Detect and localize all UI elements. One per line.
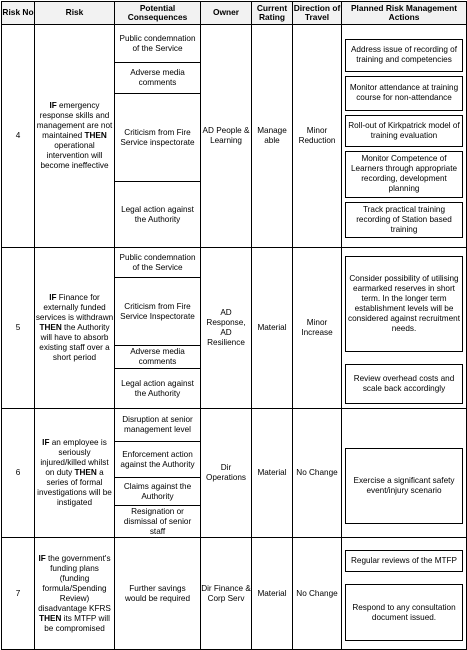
risk-description [35,409,115,538]
consequence-item: Further savings would be required [124,583,191,603]
actions-cell [342,538,467,650]
consequences-cell [115,25,201,248]
action-item: Respond to any consultation document issued. [345,584,463,641]
direction-of-travel: Minor Increase [293,248,342,409]
header-consequences: Potential Consequences [115,2,201,25]
risk-keyword: THEN [84,131,107,140]
header-owner: Owner [201,2,252,25]
table-row [2,538,467,650]
direction-of-travel: No Change [293,409,342,538]
consequences-list [115,538,200,649]
current-rating: Material [252,538,293,650]
header-actions: Planned Risk Management Actions [342,2,467,25]
risk-keyword: THEN [74,468,97,477]
consequence-item: Criticism from Fire Service inspectorate [115,93,200,181]
action-item: Track practical training recording of Station based training [345,202,463,238]
risk-description [35,248,115,409]
direction-of-travel: Minor Reduction [293,25,342,248]
consequences-cell [115,248,201,409]
consequence-item: Legal action against the Authority [115,181,200,247]
risk-keyword: IF [38,553,46,563]
table-row [2,25,467,248]
risk-description [35,25,115,248]
consequence-item: Enforcement action against the Authority [115,441,200,477]
owner: AD Response, AD Resilience [201,248,252,409]
action-item: Regular reviews of the MTFP [345,550,463,572]
risk-keyword: IF [49,101,57,110]
actions-cell [342,25,467,248]
risk-number: 4 [2,25,35,248]
risk-keyword: THEN [39,613,62,623]
risk-keyword: IF [42,438,50,447]
risk-text-segment: a series of formal investigations will be instigated [37,468,112,507]
risk-register-table [1,1,467,650]
owner: Dir Operations [201,409,252,538]
action-item: Monitor Competence of Learners through appropriate recording, development planning [345,151,463,198]
action-item: Roll-out of Kirkpatrick model of training evaluation [345,115,463,147]
current-rating: Manage able [252,25,293,248]
owner: Dir Finance & Corp Serv [201,538,252,650]
consequences-list [115,409,200,537]
consequence-item: Adverse media comments [115,62,200,93]
consequence-item: Criticism from Fire Service Inspectorate [115,277,200,345]
action-item: Address issue of recording of training and competencies [345,39,463,72]
risk-text-segment: Finance for externally funded services is withdrawn [35,293,114,322]
action-item: Review overhead costs and scale back accordingly [345,364,463,404]
risk-text-segment: the government's funding plans (funding formula/Spending Review) disadvantage KFRS [38,553,111,613]
consequence-item: Adverse media comments [115,345,200,368]
consequence-item: Public condemnation of the Service [119,252,196,272]
owner: AD People & Learning [201,25,252,248]
actions-cell [342,248,467,409]
consequence-item: Legal action against the Authority [115,368,200,408]
risk-number: 5 [2,248,35,409]
consequences-list [115,25,200,247]
consequences-list [115,248,200,408]
current-rating: Material [252,409,293,538]
actions-list [342,35,466,238]
risk-keyword: IF [49,293,57,302]
actions-list [342,546,466,641]
risk-text-segment: operational intervention will become ineffective [40,141,109,170]
header-risk-no: Risk No [2,2,35,25]
consequences-cell [115,409,201,538]
direction-of-travel: No Change [293,538,342,650]
header-row [2,2,467,25]
current-rating: Material [252,248,293,409]
risk-text-segment: the Authority will have to absorb existing staff over a short period [39,323,110,362]
risk-text-segment: emergency response skills and management are not maintained [36,101,113,140]
consequence-item: Claims against the Authority [115,477,200,505]
header-direction: Direction of Travel [293,2,342,25]
risk-keyword: THEN [39,323,62,332]
header-risk: Risk [35,2,115,25]
risk-text-segment: its MTFP will be compromised [44,613,110,633]
risk-text-segment: an employee is seriously injured/killed whilst on duty [40,438,109,477]
table-row [2,409,467,538]
risk-number: 6 [2,409,35,538]
header-rating: Current Rating [252,2,293,25]
consequence-item: Public condemnation of the Service [119,33,196,53]
consequence-item: Resignation or dismissal of senior staff [115,505,200,537]
consequences-cell [115,538,201,650]
actions-list [342,422,466,524]
risk-description [35,538,115,650]
risk-number: 7 [2,538,35,650]
actions-list [342,252,466,404]
action-item: Exercise a significant safety event/injury scenario [345,448,463,524]
actions-cell [342,409,467,538]
table-row [2,248,467,409]
table-body [2,25,467,650]
action-item: Consider possibility of utilising earmarked reserves in short term. In the longer term establishment levels will be considered against recruitment needs. [345,256,463,352]
action-item: Monitor attendance at training course for non-attendance [345,76,463,111]
consequence-item: Disruption at senior management level [122,415,193,434]
